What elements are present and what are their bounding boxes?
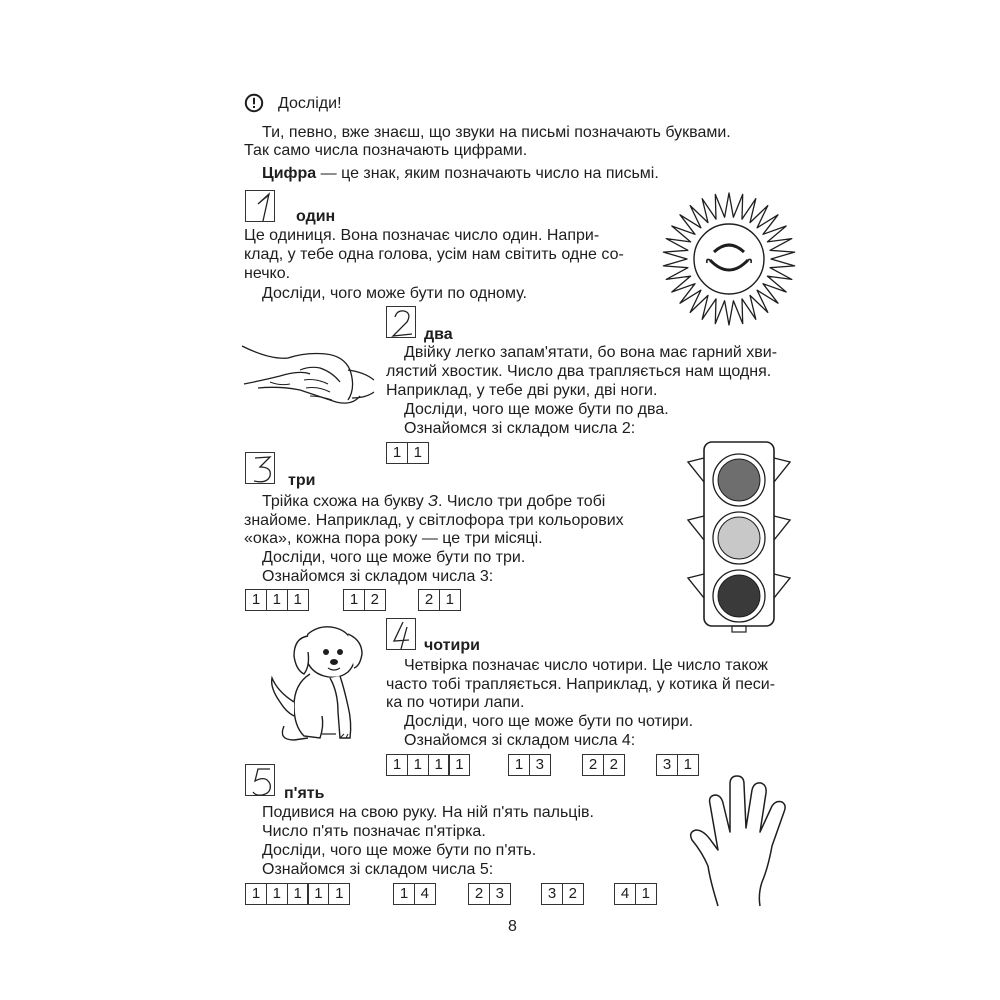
two-line-1: Двійку легко запам'ятати, бо вона має гарний хви- xyxy=(404,344,778,361)
puppy-illustration xyxy=(264,622,368,746)
three-line-5: Ознайомся зі складом числа 3: xyxy=(262,568,494,585)
digit-box-2 xyxy=(386,306,416,338)
composition-3-group-2 xyxy=(343,589,386,611)
digit-box-1 xyxy=(245,190,275,222)
composition-cell: 2 xyxy=(364,589,386,611)
three-line-2: знайоме. Наприклад, у світлофора три кольорових xyxy=(244,512,624,529)
composition-cell: 1 xyxy=(287,589,309,611)
composition-cell: 2 xyxy=(562,883,584,905)
open-hand-illustration xyxy=(688,770,798,910)
composition-2-group-1 xyxy=(386,442,429,464)
three-line-4: Досліди, чого ще може бути по три. xyxy=(262,549,526,566)
composition-cell: 1 xyxy=(393,883,415,905)
three-line-1-c: . Число три добре тобі xyxy=(437,493,606,510)
composition-5-group-5 xyxy=(614,883,657,905)
digit-box-5 xyxy=(245,764,275,796)
traffic-light-illustration xyxy=(684,440,794,636)
composition-cell: 1 xyxy=(508,754,530,776)
four-line-5: Ознайомся зі складом числа 4: xyxy=(404,732,636,749)
one-line-3: нечко. xyxy=(244,265,291,282)
digit-definition xyxy=(262,164,659,183)
intro-line-1: Ти, певно, вже знаєш, що звуки на письмі позначають буквами. xyxy=(262,124,731,141)
sun-rays xyxy=(663,193,794,325)
composition-cell: 2 xyxy=(582,754,604,776)
two-line-3: Наприклад, у тебе дві руки, дві ноги. xyxy=(386,382,658,399)
two-line-5: Ознайомся зі складом числа 2: xyxy=(404,420,636,437)
composition-cell: 2 xyxy=(418,589,440,611)
three-line-3: «ока», кожна пора року — це три місяці. xyxy=(244,530,543,547)
composition-5-group-4 xyxy=(541,883,584,905)
composition-cell: 1 xyxy=(448,754,470,776)
two-line-4: Досліди, чого ще може бути по два. xyxy=(404,401,669,418)
five-line-4: Ознайомся зі складом числа 5: xyxy=(262,861,494,878)
five-line-3: Досліди, чого ще може бути по п'ять. xyxy=(262,842,537,859)
composition-cell: 1 xyxy=(407,442,429,464)
composition-cell: 4 xyxy=(614,883,636,905)
digit-2-glyph: 2 xyxy=(393,335,394,336)
five-line-2: Число п'ять позначає п'ятірка. xyxy=(262,823,486,840)
composition-cell: 1 xyxy=(407,754,429,776)
definition-term: Цифра xyxy=(262,165,317,182)
heading-two: два xyxy=(424,326,453,343)
digit-box-3 xyxy=(245,452,275,484)
one-line-1: Це одиниця. Вона позначає число один. Напри- xyxy=(244,227,600,244)
one-line-2: клад, у тебе одна голова, усім нам світить одне со- xyxy=(244,246,624,263)
composition-5-group-2 xyxy=(393,883,436,905)
composition-4-group-3 xyxy=(582,754,625,776)
digit-4-glyph: 4 xyxy=(393,647,394,648)
heading-one: один xyxy=(296,208,336,225)
three-line-1-a: Трійка схожа на букву xyxy=(262,493,429,510)
heading-three: три xyxy=(288,472,316,489)
composition-cell: 1 xyxy=(635,883,657,905)
composition-cell: 1 xyxy=(439,589,461,611)
composition-cell: 1 xyxy=(287,883,309,905)
composition-cell: 3 xyxy=(656,754,678,776)
composition-3-group-1 xyxy=(245,589,309,611)
page-number: 8 xyxy=(508,918,517,935)
composition-cell: 1 xyxy=(386,442,408,464)
composition-cell: 2 xyxy=(603,754,625,776)
composition-cell: 1 xyxy=(328,883,350,905)
four-line-2: часто тобі трапляється. Наприклад, у котика й песи- xyxy=(386,676,776,693)
digit-1-glyph: 1 xyxy=(252,219,253,220)
one-line-4: Досліди, чого може бути по одному. xyxy=(262,285,527,302)
composition-3-group-3 xyxy=(418,589,461,611)
composition-cell: 1 xyxy=(428,754,450,776)
composition-cell: 3 xyxy=(489,883,511,905)
three-line-1 xyxy=(262,492,605,511)
four-line-3: ка по чотири лапи. xyxy=(386,694,525,711)
composition-4-group-1 xyxy=(386,754,470,776)
composition-cell: 1 xyxy=(245,883,267,905)
composition-4-group-2 xyxy=(508,754,551,776)
heading-five: п'ять xyxy=(284,785,325,802)
five-line-1: Подивися на свою руку. На ній п'ять пальців. xyxy=(262,804,594,821)
composition-cell: 2 xyxy=(468,883,490,905)
sun-illustration xyxy=(660,190,798,328)
intro-line-2: Так само числа позначають цифрами. xyxy=(244,142,528,159)
composition-cell: 1 xyxy=(307,883,329,905)
composition-cell: 3 xyxy=(541,883,563,905)
composition-5-group-3 xyxy=(468,883,511,905)
two-line-2: лястий хвостик. Число два трапляється нам щодня. xyxy=(386,363,772,380)
composition-5-group-1 xyxy=(245,883,350,905)
handshake-illustration xyxy=(240,340,376,412)
composition-cell: 1 xyxy=(245,589,267,611)
digit-3-glyph: 3 xyxy=(252,481,253,482)
composition-cell: 3 xyxy=(529,754,551,776)
composition-cell: 1 xyxy=(343,589,365,611)
intro-title: Досліди! xyxy=(278,95,342,112)
composition-cell: 1 xyxy=(677,754,699,776)
composition-cell: 1 xyxy=(266,883,288,905)
four-line-4: Досліди, чого ще може бути по чотири. xyxy=(404,713,694,730)
digit-5-glyph: 5 xyxy=(252,793,253,794)
definition-text: — це знак, яким позначають число на письмі. xyxy=(316,165,659,182)
heading-four: чотири xyxy=(424,637,480,654)
composition-cell: 1 xyxy=(386,754,408,776)
four-line-1: Четвірка позначає число чотири. Це число також xyxy=(404,657,768,674)
exclamation-circle-icon xyxy=(244,93,264,113)
letter-z: З xyxy=(428,493,438,510)
composition-cell: 4 xyxy=(414,883,436,905)
digit-box-4 xyxy=(386,618,416,650)
composition-cell: 1 xyxy=(266,589,288,611)
